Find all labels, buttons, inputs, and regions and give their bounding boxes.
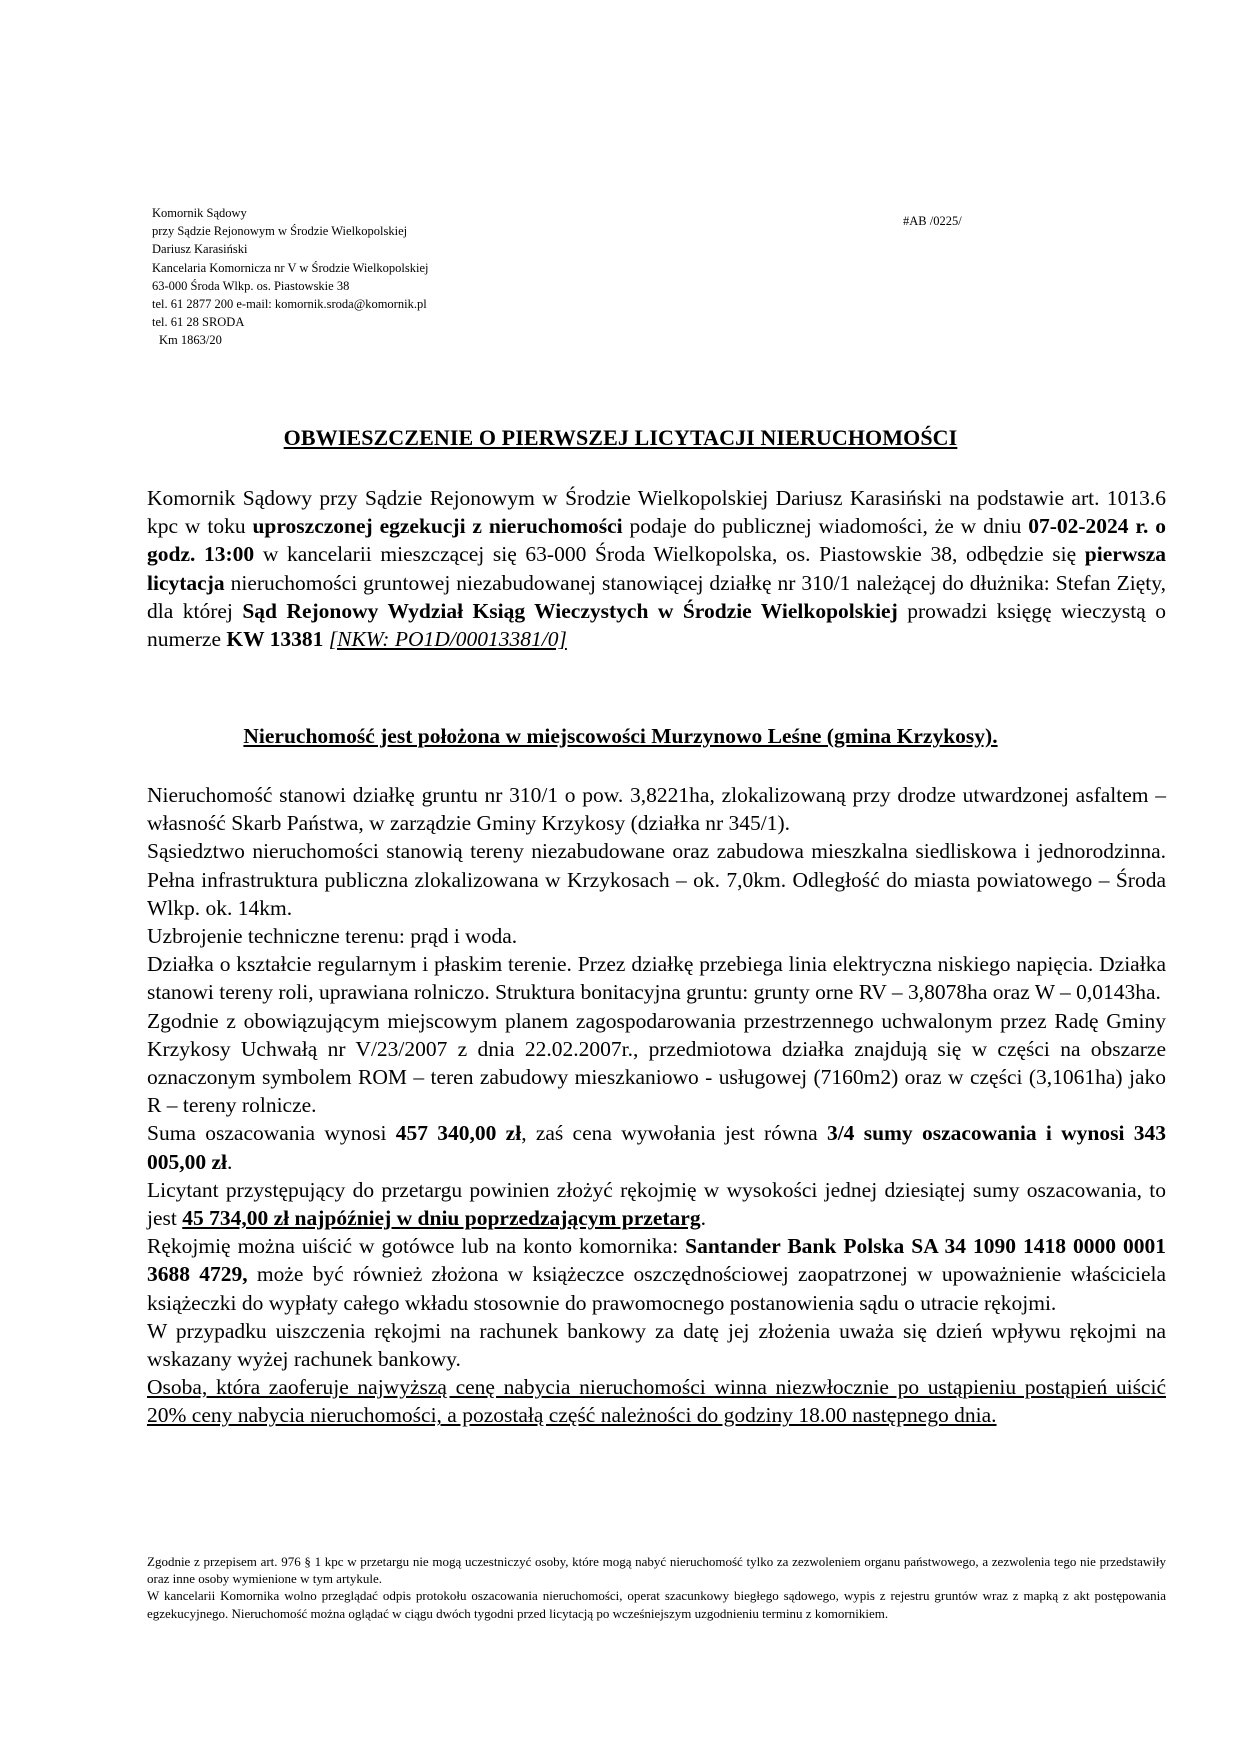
header-line: Komornik Sądowy bbox=[152, 206, 247, 220]
case-number: Km 1863/20 bbox=[159, 333, 222, 348]
footer-notes bbox=[147, 1553, 1166, 1622]
header-line: Kancelaria Komornicza nr V w Środzie Wielkopolskiej bbox=[152, 260, 429, 275]
description-paragraph: Zgodnie z obowiązującym miejscowym planem zagospodarowania przestrzennego uchwalonym przez Radę Gminy Krzykosy Uchwałą nr V/23/2007 z dnia 22.02.2007r., przedmiotowa działka znajdują się w części na obszarze oznaczonym symbolem ROM – teren zabudowy mieszkaniowo - usługowej (7160m2) oraz w części (3,1061ha) jako R – tereny rolnicze. bbox=[147, 1008, 1166, 1118]
footer-paragraph: W kancelarii Komornika wolno przeglądać odpis protokołu oszacowania nieruchomości, operat szacunkowy biegłego sądowego, wypis z rejestru gruntów wraz z mapką z akt postępowania egzekucyjnego. Nieruchomość można oglądać w ciągu dwóch tygodni przed licytacją po wcześniejszym uzgodnieniu terminu z komornikiem. bbox=[147, 1588, 1166, 1621]
header-line: tel. 61 2877 200 e-mail: komornik.sroda@komornik.pl bbox=[152, 297, 427, 312]
description-paragraph: Działka o kształcie regularnym i płaskim terenie. Przez działkę przebiega linia elektryczna niskiego napięcia. Działka stanowi tereny roli, uprawiana rolniczo. Struktura bonitacyjna gruntu: grunty orne RV – 3,8078ha oraz W – 0,0143ha. bbox=[147, 952, 1166, 1005]
header-line: 63-000 Środa Wlkp. os. Piastowskie 38 bbox=[152, 278, 350, 293]
intro-paragraph: Komornik Sądowy przy Sądzie Rejonowym w Środzie Wielkopolskiej Dariusz Karasiński na podstawie art. 1013.6 kpc w toku uproszczonej egzekucji z nieruchomości podaje do publicznej wiadomości, że w dniu 07-02-2024 r. o godz. 13:00 w kancelarii mieszczącej się 63-000 Środa Wielkopolska, os. Piastowskie 38, odbędzie się pierwsza licytacja nieruchomości gruntowej niezabudowanej stanowiącej działkę nr 310/1 należącej do dłużnika: Stefan Zięty, dla której Sąd Rejonowy Wydział Ksiąg Wieczystych w Środzie Wielkopolskiej prowadzi księgę wieczystą o numerze KW 13381 [NKW: PO1D/00013381/0] bbox=[147, 486, 1167, 652]
description-paragraph: Uzbrojenie techniczne terenu: prąd i woda. bbox=[147, 924, 518, 949]
land-register-number: [NKW: PO1D/00013381/0] bbox=[328, 627, 567, 652]
header-line: Dariusz Karasiński bbox=[152, 242, 248, 257]
header-line: przy Sądzie Rejonowym w Środzie Wielkopolskiej bbox=[152, 224, 408, 239]
description-paragraph: Nieruchomość stanowi działkę gruntu nr 310/1 o pow. 3,8221ha, zlokalizowaną przy drodze utwardzonej asfaltem – własność Skarb Państwa, w zarządzie Gminy Krzykosy (działka nr 345/1). bbox=[147, 783, 1166, 836]
reference-number: #AB /0225/ bbox=[903, 214, 962, 228]
payment-paragraph: Rękojmię można uiścić w gotówce lub na konto komornika: Santander Bank Polska SA 34 1090 1418 0000 0001 3688 4729, może być również złożona w książeczce oszczędnościowej zaopatrzonej w upoważnienie właściciela książeczki do wypłaty całego wkładu stosownie do prawomocnego postanowienia sądu o utracie rękojmi. bbox=[147, 1234, 1167, 1315]
transfer-paragraph: W przypadku uiszczenia rękojmi na rachunek bankowy za datę jej złożenia uważa się dzień wpływu rękojmi na wskazany wyżej rachunek bankowy. bbox=[147, 1318, 1166, 1372]
sender-header bbox=[152, 204, 572, 350]
winner-paragraph: Osoba, która zaoferuje najwyższą cenę nabycia nieruchomości winna niezwłocznie po ustąpieniu postąpień uiścić 20% ceny nabycia nieruchomości, a pozostałą część należności do godziny 18.00 następnego dnia. bbox=[147, 1375, 1166, 1428]
description-paragraph: Sąsiedztwo nieruchomości stanowią tereny niezabudowane oraz zabudowa mieszkalna siedliskowa i jednorodzinna. Pełna infrastruktura publiczna zlokalizowana w Krzykosach – ok. 7,0km. Odległość do miasta powiatowego – Środa Wlkp. ok. 14km. bbox=[147, 839, 1166, 920]
valuation-paragraph: Suma oszacowania wynosi 457 340,00 zł, zaś cena wywołania jest równa 3/4 sumy oszacowania i wynosi 343 005,00 zł. bbox=[147, 1121, 1166, 1174]
footer-paragraph: Zgodnie z przepisem art. 976 § 1 kpc w przetargu nie mogą uczestniczyć osoby, które mogą nabyć nieruchomość tylko za zezwoleniem organu państwowego, a zezwolenia tego nie przedstawiły oraz inne osoby wymienione w tym artykule. bbox=[147, 1554, 1166, 1587]
deposit-paragraph: Licytant przystępujący do przetargu powinien złożyć rękojmię w wysokości jednej dziesiątej sumy oszacowania, to jest 45 734,00 zł najpóźniej w dniu poprzedzającym przetarg. bbox=[147, 1177, 1166, 1231]
header-line: tel. 61 28 SRODA bbox=[152, 315, 245, 330]
document-title: OBWIESZCZENIE O PIERWSZEJ LICYTACJI NIERUCHOMOŚCI bbox=[283, 425, 958, 450]
property-description bbox=[147, 781, 1166, 1430]
location-heading: Nieruchomość jest położona w miejscowości Murzynowo Leśne (gmina Krzykosy). bbox=[243, 724, 998, 748]
